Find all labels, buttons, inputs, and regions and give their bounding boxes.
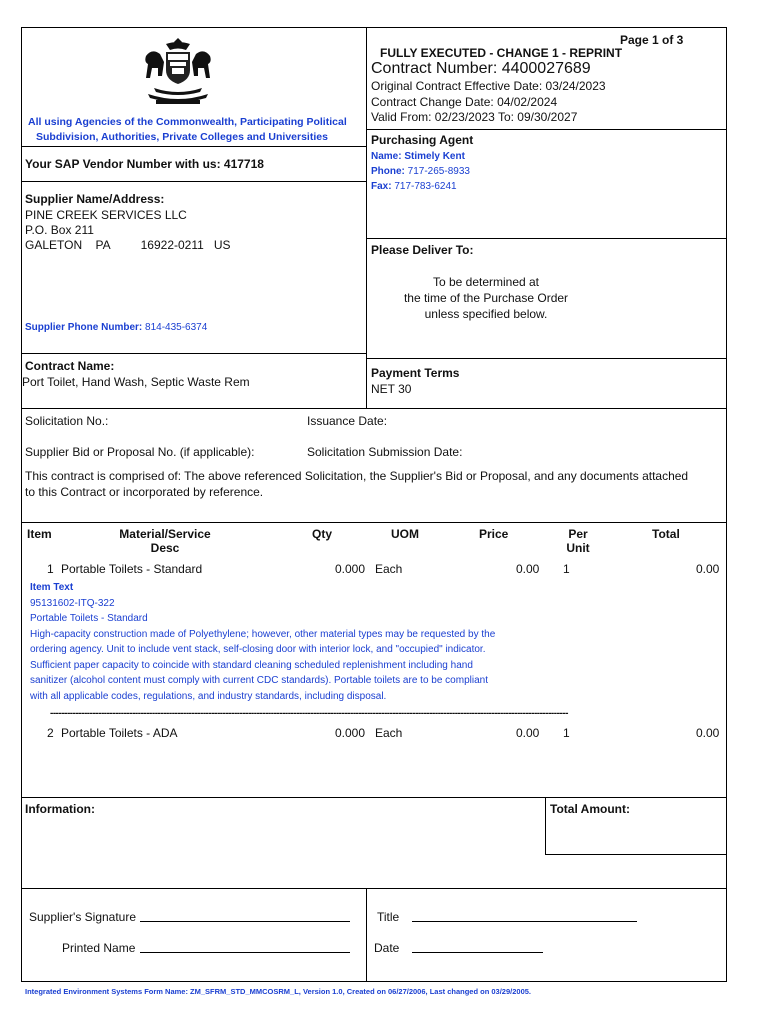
- column-header-uom: UOM: [391, 527, 419, 541]
- agent-fax-label: Fax:: [371, 181, 392, 192]
- supplier-name: PINE CREEK SERVICES LLC: [25, 208, 187, 222]
- item-text-line: Portable Toilets - Standard: [30, 613, 148, 624]
- item-text-line: High-capacity construction made of Polyethylene; however, other material types may be requested by the: [30, 628, 496, 640]
- contract-number: Contract Number: 4400027689: [371, 60, 591, 77]
- deliver-to-text: [366, 274, 606, 322]
- agent-fax-value: 717-783-6241: [394, 181, 457, 192]
- item-separator: ---------------------------------------------------------------------------------------------------------------------------------------------------------------------------------------: [50, 708, 568, 719]
- total-amount-label: Total Amount:: [550, 802, 630, 816]
- column-header-price: Price: [479, 527, 509, 541]
- row-per: 1: [563, 562, 570, 576]
- row-desc: Portable Toilets - ADA: [61, 726, 178, 740]
- agencies-line-2: Subdivision, Authorities, Private Colleges and Universities: [36, 131, 328, 143]
- payment-terms-label: Payment Terms: [371, 366, 460, 380]
- contract-comprised-line-2: to this Contract or incorporated by reference.: [25, 485, 264, 499]
- supplier-city: GALETON: [25, 238, 83, 252]
- divider: [21, 888, 727, 889]
- column-header-total: Total: [652, 527, 680, 541]
- original-effective-date: Original Contract Effective Date: 03/24/2023: [371, 79, 606, 93]
- row-uom: Each: [375, 562, 403, 576]
- supplier-phone-value: 814-435-6374: [145, 322, 208, 333]
- divider: [21, 353, 366, 354]
- form-name-footer: Integrated Environment Systems Form Name: ZM_SFRM_STD_MMCOSRM_L, Version 1.0, Created on 06/27/2006, Last changed on 03/29/2005.: [25, 987, 531, 996]
- agent-name: [371, 151, 465, 162]
- row-total: 0.00: [696, 562, 720, 576]
- column-header-per: Per: [568, 527, 588, 541]
- column-header-unit: Unit: [566, 541, 590, 555]
- supplier-country: US: [213, 238, 231, 252]
- supplier-signature-label: Supplier's Signature: [29, 910, 137, 924]
- divider: [21, 146, 366, 147]
- divider: [21, 797, 727, 798]
- row-uom: Each: [375, 726, 403, 740]
- divider: [366, 888, 367, 982]
- contract-change-date: Contract Change Date: 04/02/2024: [371, 95, 558, 109]
- divider: [21, 408, 727, 409]
- issuance-date-label: Issuance Date:: [307, 414, 388, 428]
- item-text-line: with all applicable codes, regulations, and industry standards, including disposal.: [30, 690, 387, 702]
- date-label: Date: [374, 941, 400, 955]
- title-field[interactable]: [412, 921, 637, 922]
- divider: [21, 181, 366, 182]
- divider: [366, 27, 367, 408]
- agent-name-label: Name:: [371, 151, 402, 162]
- title-label: Title: [377, 910, 400, 924]
- divider: [366, 129, 727, 130]
- item-text-line: Sufficient paper capacity to coincide with standard cleaning scheduled replenishment including hand: [30, 659, 473, 671]
- item-text-label: Item Text: [30, 582, 74, 593]
- row-price: 0.00: [516, 726, 540, 740]
- row-price: 0.00: [516, 562, 540, 576]
- purchasing-agent-title: Purchasing Agent: [371, 133, 474, 147]
- contract-name: Port Toilet, Hand Wash, Septic Waste Rem: [22, 375, 250, 389]
- sap-vendor-number: Your SAP Vendor Number with us: 417718: [25, 157, 264, 171]
- supplier-phone: [25, 322, 207, 333]
- supplier-bid-label: Supplier Bid or Proposal No. (if applicable):: [25, 445, 255, 459]
- payment-terms: NET 30: [371, 382, 412, 396]
- agent-phone: [371, 166, 470, 177]
- pennsylvania-seal-icon: [136, 36, 220, 106]
- row-qty: 0.000: [335, 562, 366, 576]
- agent-phone-value: 717-265-8933: [407, 166, 470, 177]
- column-header-desc-1: Material/Service: [119, 527, 211, 541]
- column-header-per-unit: [558, 527, 598, 555]
- supplier-zip: 16922-0211: [140, 238, 204, 252]
- document-status: FULLY EXECUTED - CHANGE 1 - REPRINT: [380, 46, 623, 60]
- item-text-block: [30, 580, 720, 704]
- row-qty: 0.000: [335, 726, 366, 740]
- row-item: 2: [47, 726, 54, 740]
- information-label: Information:: [25, 802, 95, 816]
- deliver-to-title: Please Deliver To:: [371, 243, 474, 257]
- row-desc: Portable Toilets - Standard: [61, 562, 203, 576]
- date-field[interactable]: [412, 952, 543, 953]
- column-header-qty: Qty: [312, 527, 333, 541]
- deliver-line: unless specified below.: [424, 307, 548, 321]
- divider: [366, 238, 727, 239]
- divider: [545, 854, 727, 855]
- divider: [545, 797, 546, 855]
- column-header-desc: [110, 527, 220, 555]
- valid-dates: Valid From: 02/23/2023 To: 09/30/2027: [371, 110, 578, 124]
- supplier-address: P.O. Box 211: [25, 223, 94, 237]
- column-header-desc-2: Desc: [150, 541, 180, 555]
- column-header-item: Item: [27, 527, 52, 541]
- page-number: Page 1 of 3: [620, 33, 684, 47]
- solicitation-number-label: Solicitation No.:: [25, 414, 109, 428]
- supplier-state: PA: [95, 238, 111, 252]
- agencies-line-1: All using Agencies of the Commonwealth, Participating Political: [28, 116, 347, 128]
- table-row: [0, 726, 770, 742]
- contract-name-label: Contract Name:: [25, 359, 115, 373]
- printed-name-field[interactable]: [140, 952, 350, 953]
- contract-comprised-line-1: This contract is comprised of: The above referenced Solicitation, the Supplier's Bid or Proposal, and any documents attached: [25, 469, 689, 483]
- supplier-label: Supplier Name/Address:: [25, 192, 165, 206]
- row-item: 1: [47, 562, 54, 576]
- deliver-line: To be determined at: [432, 275, 540, 289]
- printed-name-label: Printed Name: [62, 941, 136, 955]
- agent-phone-label: Phone:: [371, 166, 405, 177]
- item-text-line: sanitizer (alcohol content must comply with current CDC standards). Portable toilets are to be compliant: [30, 675, 488, 686]
- supplier-signature-field[interactable]: [140, 921, 350, 922]
- submission-date-label: Solicitation Submission Date:: [307, 445, 463, 459]
- agent-fax: [371, 181, 457, 192]
- row-per: 1: [563, 726, 570, 740]
- divider: [21, 522, 727, 523]
- supplier-phone-label: Supplier Phone Number:: [25, 322, 143, 333]
- deliver-line: the time of the Purchase Order: [403, 291, 569, 305]
- supplier-city-line: [25, 238, 230, 252]
- table-row: [0, 562, 770, 578]
- item-text-line: 95131602-ITQ-322: [30, 597, 115, 609]
- agent-name-value: Stimely Kent: [404, 151, 465, 162]
- item-text-line: ordering agency. Unit to include vent stack, self-closing door with interior lock, and "occupied" indicator.: [30, 644, 486, 655]
- divider: [366, 358, 727, 359]
- row-total: 0.00: [696, 726, 720, 740]
